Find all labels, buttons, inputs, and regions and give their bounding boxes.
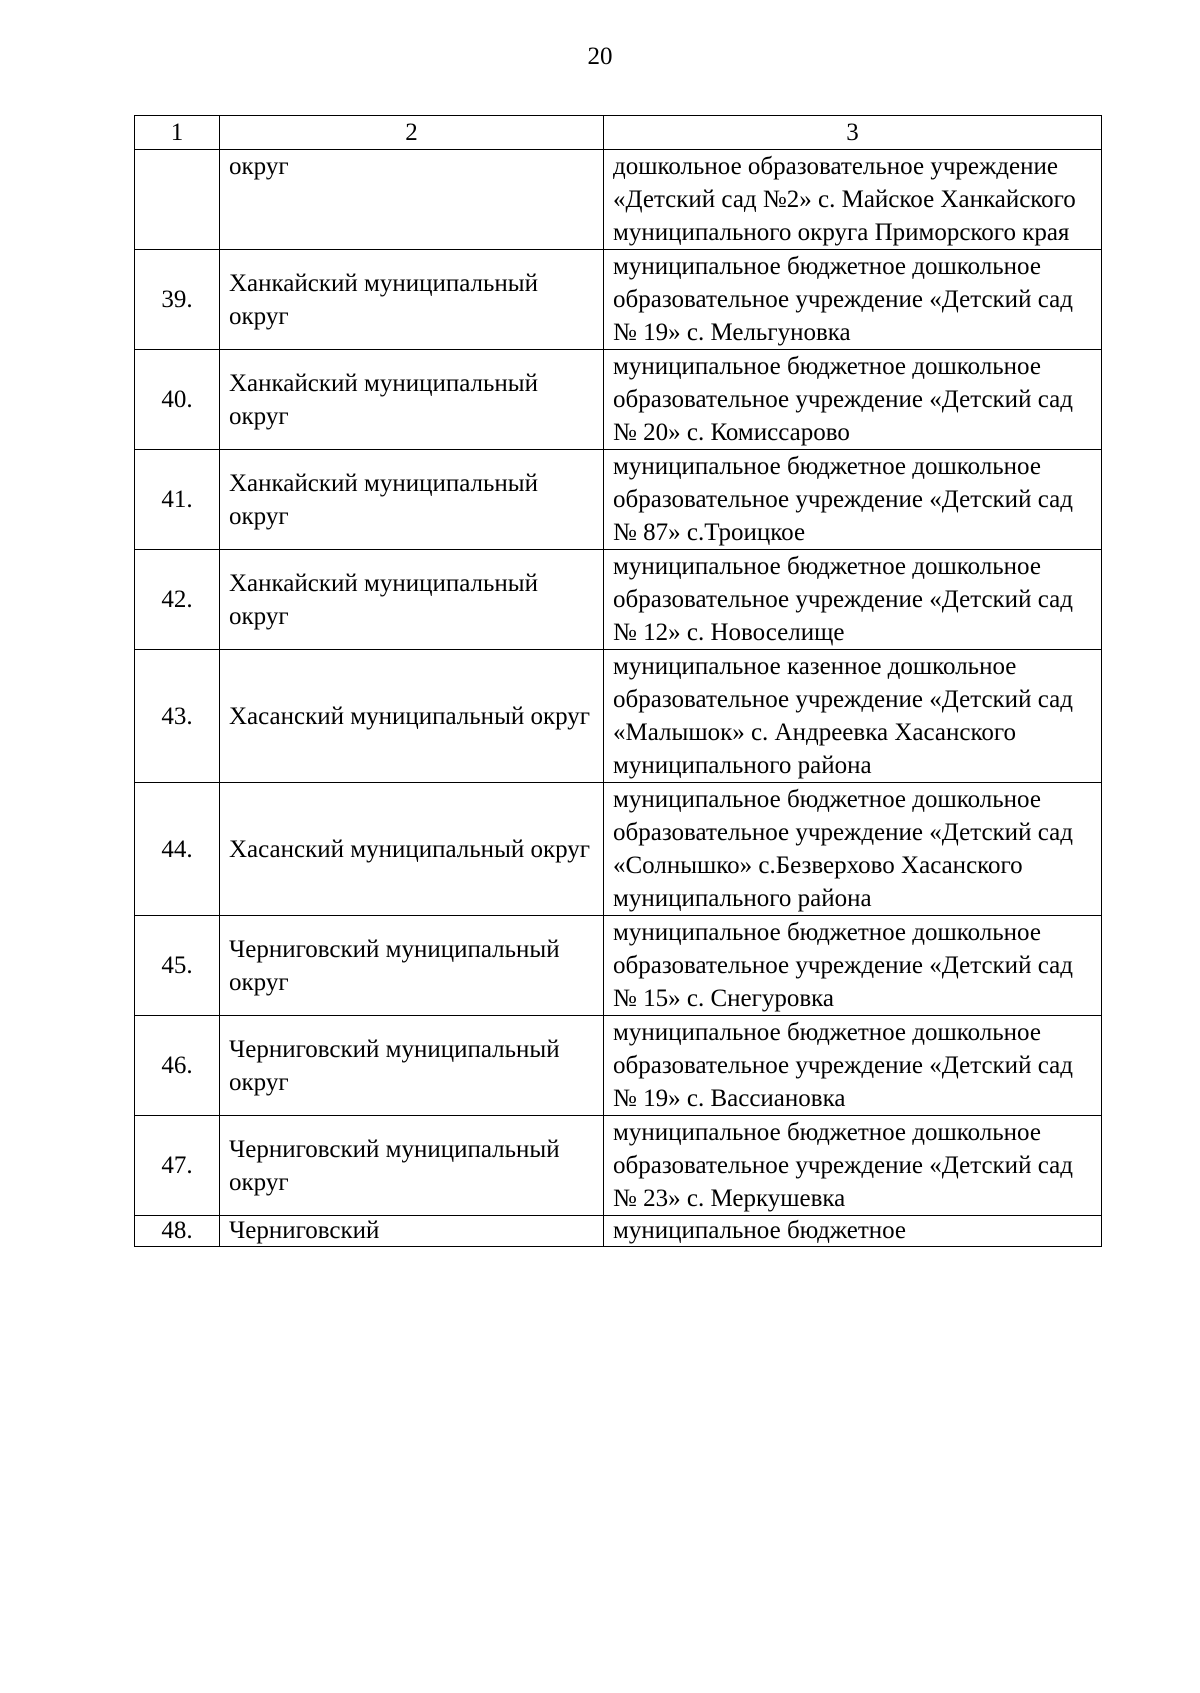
district-cell: Черниговский муниципальный округ [220, 1116, 604, 1216]
column-header-2: 2 [220, 116, 604, 150]
table-row [135, 450, 1102, 550]
district-cell: Хасанский муниципальный округ [220, 650, 604, 783]
table-row [135, 1216, 1102, 1247]
organization-cell: муниципальное бюджетное дошкольное образовательное учреждение «Детский сад № 19» с. Вассиановка [604, 1016, 1102, 1116]
row-number: 40. [135, 350, 220, 450]
table-row [135, 916, 1102, 1016]
organization-cell: муниципальное бюджетное дошкольное образовательное учреждение «Детский сад «Солнышко» с.Безверхово Хасанского муниципального района [604, 783, 1102, 916]
table-row [135, 150, 1102, 250]
header-row [135, 116, 1102, 150]
organization-cell: муниципальное бюджетное дошкольное образовательное учреждение «Детский сад № 12» с. Новоселище [604, 550, 1102, 650]
organization-cell: дошкольное образовательное учреждение «Детский сад №2» с. Майское Ханкайского муниципального округа Приморского края [604, 150, 1102, 250]
row-number [135, 150, 220, 250]
row-number: 48. [135, 1216, 220, 1247]
row-number: 45. [135, 916, 220, 1016]
district-cell: Ханкайский муниципальный округ [220, 350, 604, 450]
table-row [135, 1016, 1102, 1116]
row-number: 44. [135, 783, 220, 916]
organization-cell: муниципальное бюджетное [604, 1216, 1102, 1247]
district-cell: округ [220, 150, 604, 250]
organization-cell: муниципальное казенное дошкольное образовательное учреждение «Детский сад «Малышок» с. Андреевка Хасанского муниципального района [604, 650, 1102, 783]
organization-cell: муниципальное бюджетное дошкольное образовательное учреждение «Детский сад № 23» с. Меркушевка [604, 1116, 1102, 1216]
organization-cell: муниципальное бюджетное дошкольное образовательное учреждение «Детский сад № 15» с. Снегуровка [604, 916, 1102, 1016]
row-number: 43. [135, 650, 220, 783]
page-number: 20 [587, 43, 613, 70]
district-cell: Хасанский муниципальный округ [220, 783, 604, 916]
row-number: 39. [135, 250, 220, 350]
table-row [135, 350, 1102, 450]
district-cell: Ханкайский муниципальный округ [220, 450, 604, 550]
institutions-table [134, 115, 1102, 1247]
district-cell: Ханкайский муниципальный округ [220, 550, 604, 650]
table-body [135, 150, 1102, 1247]
district-cell: Ханкайский муниципальный округ [220, 250, 604, 350]
organization-cell: муниципальное бюджетное дошкольное образовательное учреждение «Детский сад № 19» с. Мельгуновка [604, 250, 1102, 350]
district-cell: Черниговский муниципальный округ [220, 916, 604, 1016]
row-number: 46. [135, 1016, 220, 1116]
table-row [135, 550, 1102, 650]
table-row [135, 783, 1102, 916]
table-row [135, 1116, 1102, 1216]
district-cell: Черниговский [220, 1216, 604, 1247]
table-row [135, 650, 1102, 783]
organization-cell: муниципальное бюджетное дошкольное образовательное учреждение «Детский сад № 20» с. Комиссарово [604, 350, 1102, 450]
table-row [135, 250, 1102, 350]
organization-cell: муниципальное бюджетное дошкольное образовательное учреждение «Детский сад № 87» с.Троицкое [604, 450, 1102, 550]
district-cell: Черниговский муниципальный округ [220, 1016, 604, 1116]
row-number: 41. [135, 450, 220, 550]
table-header [135, 116, 1102, 150]
column-header-1: 1 [135, 116, 220, 150]
column-header-3: 3 [604, 116, 1102, 150]
row-number: 42. [135, 550, 220, 650]
row-number: 47. [135, 1116, 220, 1216]
